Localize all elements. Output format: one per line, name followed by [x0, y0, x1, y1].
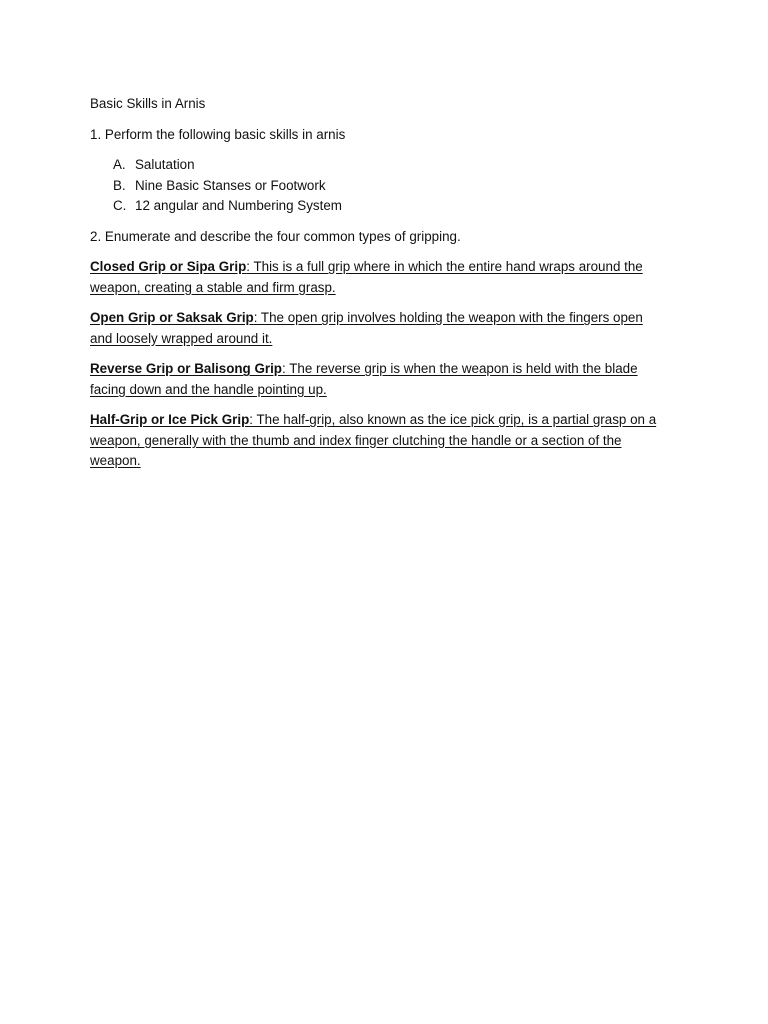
grip-description: : The reverse grip is when the weapon is held with the blade facing down and the handle pointing up. — [90, 361, 638, 397]
document-page — [90, 94, 664, 482]
skills-list — [90, 155, 664, 217]
grip-paragraph-half — [90, 410, 664, 472]
question-1: 1. Perform the following basic skills in arnis — [90, 126, 346, 142]
grip-term: Closed Grip or Sipa Grip — [90, 259, 247, 274]
question-2: 2. Enumerate and describe the four common types of gripping. — [90, 228, 461, 244]
list-marker: B. — [113, 177, 126, 193]
grip-paragraph-reverse — [90, 359, 664, 400]
list-item-text: 12 angular and Numbering System — [135, 198, 342, 213]
list-marker: C. — [113, 198, 127, 213]
grip-paragraph-open — [90, 308, 664, 349]
grip-description: : This is a full grip where in which the entire hand wraps around the weapon, creating a stable and firm grasp. — [90, 259, 643, 295]
document-title: Basic Skills in Arnis — [90, 96, 206, 111]
grip-term: Half-Grip or Ice Pick Grip — [90, 412, 250, 427]
list-item — [90, 155, 664, 176]
list-item — [90, 176, 664, 197]
grip-description: : The open grip involves holding the weapon with the fingers open and loosely wrapped around it. — [90, 310, 643, 346]
list-item-text: Nine Basic Stanses or Footwork — [135, 177, 326, 193]
list-item-text: Salutation — [135, 157, 195, 172]
list-item — [90, 196, 664, 217]
grip-term: Reverse Grip or Balisong Grip — [90, 361, 282, 376]
grip-paragraph-closed — [90, 257, 664, 298]
grip-term: Open Grip or Saksak Grip — [90, 310, 254, 325]
list-marker: A. — [113, 157, 126, 172]
grip-description: : The half-grip, also known as the ice pick grip, is a partial grasp on a weapon, generally with the thumb and index finger clutching the handle or a section of the weapon. — [90, 412, 657, 468]
